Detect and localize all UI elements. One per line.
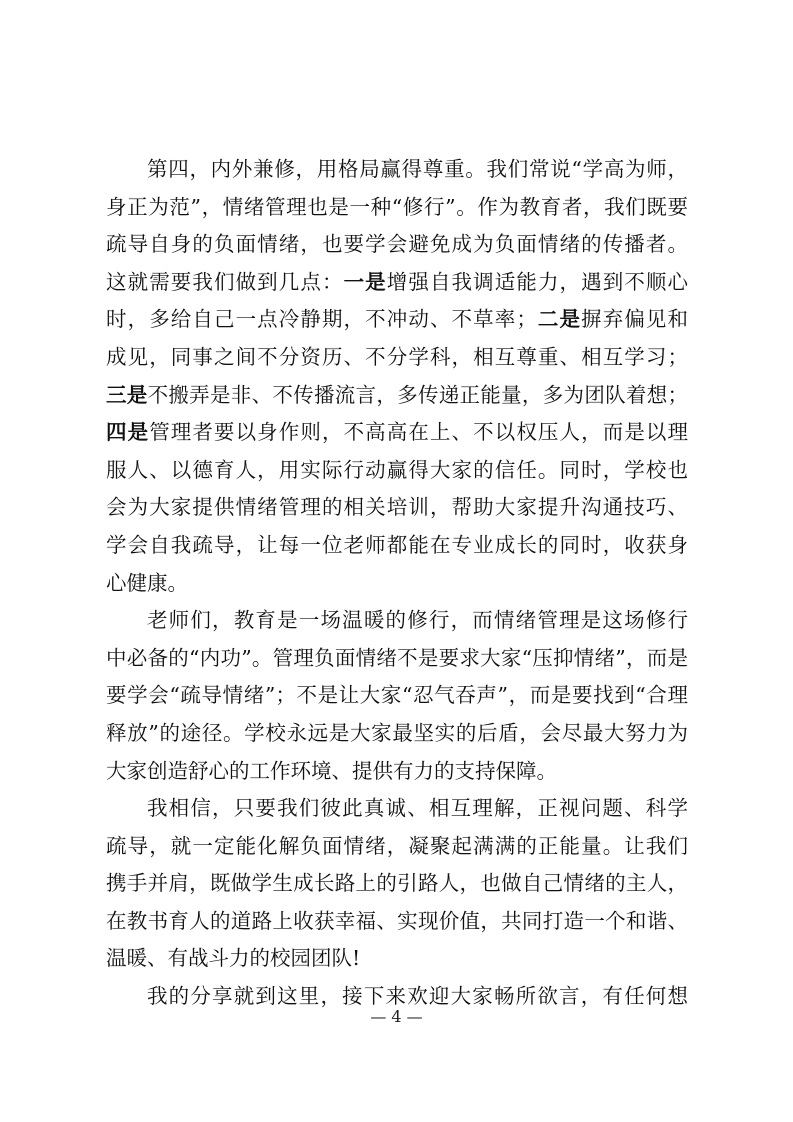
text-run: 会为大家提供情绪管理的相关培训，帮助大家提升沟通技巧、 xyxy=(106,495,688,520)
text-run: 老师们，教育是一场温暖的修行，而情绪管理是这场修行 xyxy=(147,608,688,633)
text-run: 管理者要以身作则，不高高在上、不以权压人，而是以理 xyxy=(149,420,689,445)
text-line xyxy=(106,715,688,753)
text-line xyxy=(106,640,688,678)
text-run: 第四，内外兼修，用格局赢得尊重。我们常说“学高为师， xyxy=(147,157,688,181)
text-line xyxy=(106,452,688,490)
text-line xyxy=(106,151,688,189)
text-run: 心健康。 xyxy=(106,570,188,595)
text-line xyxy=(106,790,688,828)
text-line xyxy=(106,903,688,941)
text-run: 疏导，就一定能化解负面情绪，凝聚起满满的正能量。让我们 xyxy=(106,833,688,858)
text-line xyxy=(106,339,688,377)
text-run: 温暖、有战斗力的校园团队! xyxy=(106,946,361,971)
text-run: 携手并肩，既做学生成长路上的引路人，也做自己情绪的主人， xyxy=(106,871,688,896)
text-run: 我的分享就到这里，接下来欢迎大家畅所欲言，有任何想 xyxy=(147,984,688,1009)
text-line xyxy=(106,377,688,415)
text-run: 大家创造舒心的工作环境、提供有力的支持保障。 xyxy=(106,758,557,783)
text-line xyxy=(106,189,688,227)
text-line xyxy=(106,753,688,791)
text-run: 摒弃偏见和 xyxy=(581,307,689,332)
text-run: 成见，同事之间不分资历、不分学科，相互尊重、相互学习； xyxy=(106,344,688,369)
bold-label: 四是 xyxy=(106,420,150,445)
text-run: 学会自我疏导，让每一位老师都能在专业成长的同时，收获身 xyxy=(106,532,688,557)
text-run: 疏导自身的负面情绪，也要学会避免成为负面情绪的传播者。 xyxy=(106,232,688,257)
paragraph xyxy=(106,602,688,790)
text-run: 不搬弄是非、不传播流言，多传递正能量，多为团队着想； xyxy=(147,382,688,407)
text-run: 增强自我调适能力，遇到不顺心 xyxy=(386,269,689,294)
text-line xyxy=(106,527,688,565)
text-line xyxy=(106,226,688,264)
text-line xyxy=(106,264,688,302)
paragraph xyxy=(106,790,688,978)
text-line xyxy=(106,301,688,339)
text-run: 我相信，只要我们彼此真诚、相互理解，正视问题、科学 xyxy=(147,796,688,821)
text-line xyxy=(106,828,688,866)
text-run: 在教书育人的道路上收获幸福、实现价值，共同打造一个和谐、 xyxy=(106,908,688,933)
text-run: 这就需要我们做到几点： xyxy=(106,269,344,294)
bold-label: 三是 xyxy=(106,382,148,407)
paragraph xyxy=(106,151,688,602)
document-body xyxy=(106,151,688,1016)
text-line xyxy=(106,940,688,978)
bold-label: 一是 xyxy=(343,269,387,294)
text-run: 身正为范”，情绪管理也是一种“修行”。作为教育者，我们既要 xyxy=(106,194,688,219)
text-run: 释放”的途径。学校永远是大家最坚实的后盾，会尽最大努力为 xyxy=(106,720,688,745)
text-line xyxy=(106,414,688,452)
text-run: 时，多给自己一点冷静期，不冲动、不草率； xyxy=(106,307,537,332)
page-number: — 4 — xyxy=(370,1007,423,1026)
text-line xyxy=(106,865,688,903)
text-line xyxy=(106,565,688,603)
bold-label: 二是 xyxy=(536,307,582,332)
text-line xyxy=(106,489,688,527)
text-run: 中必备的“内功”。管理负面情绪不是要求大家“压抑情绪”，而是 xyxy=(106,645,688,670)
text-run: 服人、以德育人，用实际行动赢得大家的信任。同时，学校也 xyxy=(106,457,688,482)
text-line xyxy=(106,677,688,715)
text-run: 要学会“疏导情绪”；不是让大家“忍气吞声”，而是要找到“合理 xyxy=(106,683,688,708)
text-line xyxy=(106,602,688,640)
